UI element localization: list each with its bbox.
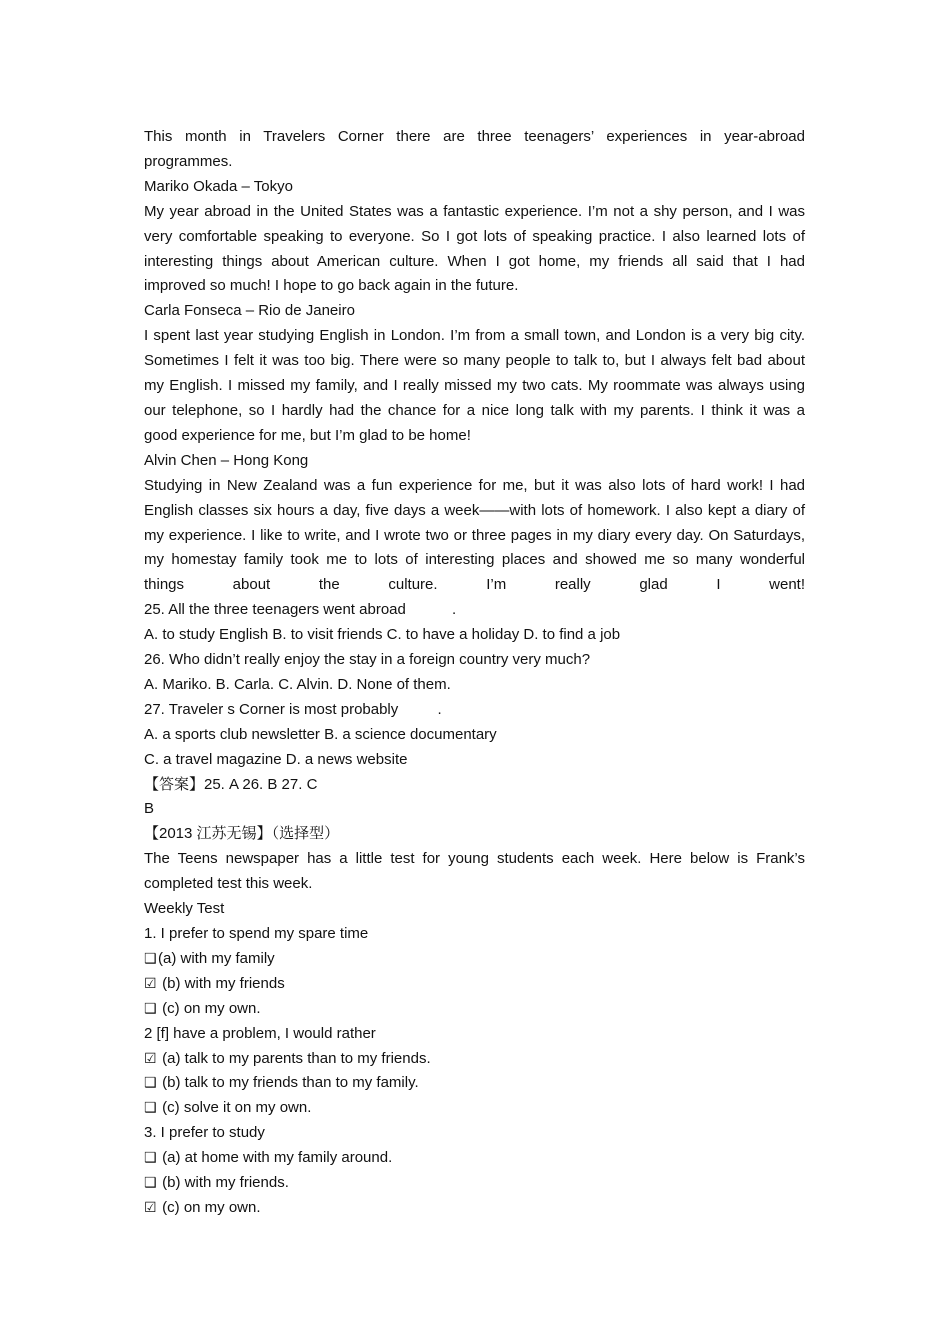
- test-option: ☑ (c) on my own.: [144, 1196, 805, 1221]
- test-item-2: 2 [f] have a problem, I would rather: [144, 1024, 376, 1042]
- person-heading: Mariko Okada – Tokyo: [144, 177, 293, 195]
- checked-box-icon: ☑: [144, 1199, 157, 1216]
- paragraph-line: English classes six hours a day, five days a week——with lots of homework. I also kept a diary of: [144, 501, 805, 519]
- question-27-options-1: A. a sports club newsletter B. a science documentary: [144, 725, 497, 743]
- question-27: 27. Traveler s Corner is most probably .: [144, 700, 442, 718]
- paragraph-line: Sometimes I felt it was too big. There were so many people to talk to, but I always felt bad about: [144, 352, 805, 370]
- paragraph-line: my experience. I like to write, and I wrote two or three pages in my diary every day. On Saturdays,: [144, 526, 805, 544]
- answer-key: 【答案】25. A 26. B 27. C: [144, 775, 318, 793]
- intro-line-2: programmes.: [144, 152, 233, 170]
- intro-line-1: This month in Travelers Corner there are three teenagers’ experiences in year-abroad: [144, 128, 805, 145]
- unchecked-box-icon: ❑: [144, 1100, 157, 1117]
- section-letter: B: [144, 800, 155, 818]
- test-option: ☑ (a) talk to my parents than to my friends.: [144, 1047, 805, 1072]
- test-option: ❑ (b) with my friends.: [144, 1171, 805, 1196]
- test-option: ❑(a) with my family: [144, 947, 805, 972]
- paragraph-line: very comfortable speaking to everyone. So I got lots of speaking practice. I also learned lots of: [144, 227, 805, 245]
- test-option: ❑ (a) at home with my family around.: [144, 1146, 805, 1171]
- test-option: ❑ (b) talk to my friends than to my family.: [144, 1071, 805, 1096]
- question-26: 26. Who didn’t really enjoy the stay in a foreign country very much?: [144, 651, 591, 669]
- question-text: 25. All the three teenagers went abroad: [144, 601, 411, 619]
- passage2-intro-line-1: The Teens newspaper has a little test for young students each week. Here below is Frank’s: [144, 850, 805, 868]
- unchecked-box-icon: ❑: [144, 1075, 157, 1092]
- paragraph-line: I spent last year studying English in London. I’m from a small town, and London is a very big city.: [144, 327, 805, 345]
- paragraph-line: our telephone, so I hardly had the chance for a nice long talk with my parents. I think it was a: [144, 401, 805, 419]
- passage2-intro-line-2: completed test this week.: [144, 875, 313, 893]
- source-heading: 【2013 江苏无锡】（选择型）: [144, 825, 340, 843]
- checked-box-icon: ☑: [144, 1050, 157, 1067]
- test-option: ☑ (b) with my friends: [144, 972, 805, 997]
- paragraph-line: good experience for me, but I’m glad to be home!: [144, 426, 471, 444]
- question-25-options: A. to study English B. to visit friends C. to have a holiday D. to find a job: [144, 626, 621, 644]
- paragraph-line: Studying in New Zealand was a fun experience for me, but it was also lots of hard work! I had: [144, 476, 805, 494]
- test-option: ❑ (c) solve it on my own.: [144, 1096, 805, 1121]
- person-heading: Carla Fonseca – Rio de Janeiro: [144, 302, 355, 320]
- test-option: ❑ (c) on my own.: [144, 997, 805, 1022]
- paragraph-line: interesting things about American culture. When I got home, my friends all said that I had: [144, 252, 805, 270]
- paragraph-line: my English. I missed my family, and I really missed my two cats. My roommate was always using: [144, 377, 805, 395]
- unchecked-box-icon: ❑: [144, 1175, 157, 1192]
- person-heading: Alvin Chen – Hong Kong: [144, 451, 309, 469]
- paragraph-line: my homestay family took me to lots of interesting places and showed me so many wonderful: [144, 551, 805, 569]
- paragraph-line: improved so much! I hope to go back again in the future.: [144, 277, 519, 295]
- question-26-options: A. Mariko. B. Carla. C. Alvin. D. None of them.: [144, 675, 451, 693]
- checked-box-icon: ☑: [144, 975, 157, 992]
- test-item-3: 3. I prefer to study: [144, 1124, 265, 1142]
- test-title: Weekly Test: [144, 900, 225, 918]
- question-27-options-2: C. a travel magazine D. a news website: [144, 750, 408, 768]
- document-body: [144, 125, 805, 1221]
- test-item-1: 1. I prefer to spend my spare time: [144, 925, 369, 942]
- paragraph-line: things about the culture. I’m really glad I went!: [144, 576, 805, 594]
- unchecked-box-icon: ❑: [144, 1000, 157, 1017]
- question-25: 25. All the three teenagers went abroad .: [144, 601, 457, 619]
- unchecked-box-icon: ❑: [144, 1150, 157, 1167]
- paragraph-line: My year abroad in the United States was a fantastic experience. I’m not a shy person, and I was: [144, 202, 805, 220]
- question-text: 27. Traveler s Corner is most probably: [144, 700, 403, 718]
- unchecked-box-icon: ❑: [144, 950, 157, 967]
